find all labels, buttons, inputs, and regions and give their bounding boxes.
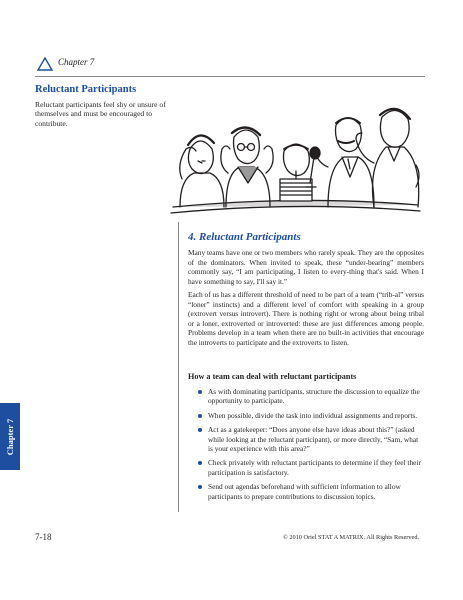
section-title: 4. Reluctant Participants xyxy=(188,231,301,243)
header-divider xyxy=(35,76,425,77)
bullet-icon xyxy=(198,485,202,489)
list-item-text: Send out agendas beforehand with sufficient information to allow participants to prepare contributions to discussion topics. xyxy=(208,482,401,501)
bullet-icon xyxy=(198,390,202,394)
list-item-text: When possible, divide the task into individual assignments and reports. xyxy=(208,410,418,420)
chapter-side-tab-label: Chapter 7 xyxy=(5,418,15,455)
list-item xyxy=(194,482,422,501)
list-item xyxy=(194,411,422,420)
bullet-icon xyxy=(198,414,202,418)
paragraph-intro: Many teams have one or two members who rarely speak. They are the opposites of the dominators. When invited to speak, these “under-bearing” members commonly say, “I am participating, I listen to every-thing that's said. When I have something to say, I'll say it.” xyxy=(188,248,424,286)
header-chapter-label: Chapter 7 xyxy=(58,57,95,67)
subheading: How a team can deal with reluctant participants xyxy=(188,372,357,381)
list-item-text: As with dominating participants, structure the discussion to equalize the opportunity to participate. xyxy=(208,387,420,406)
list-item-text: Check privately with reluctant participants to determine if they feel their participation is satisfactory. xyxy=(208,458,421,477)
list-item xyxy=(194,387,422,406)
paragraph-threshold: Each of us has a different threshold of need to be part of a team (“trib-al” versus “loner” instincts) and a different level of comfort with speaking in a group (extrovert versus introvert). There is nothing right or wrong about being tribal or a loner, extroverted or introverted: these are just differences among people. Problems develop in a team when there are no built-in activities that encourage the introverts to participate and the extroverts to listen. xyxy=(188,290,424,347)
list-item xyxy=(194,425,422,453)
content-divider xyxy=(178,222,179,512)
chapter-side-tab xyxy=(0,403,20,470)
bullet-list xyxy=(194,387,422,506)
list-item-text: Act as a gatekeeper: “Does anyone else have ideas about this?” (asked while looking at the reluctant participant), or more directly, “Sam, what is your experience with this area?” xyxy=(208,425,419,454)
bullet-icon xyxy=(198,461,202,465)
meeting-illustration xyxy=(168,95,423,217)
copyright-notice: © 2010 Oriel STAT A MATRIX. All Rights Reserved. xyxy=(283,534,420,541)
list-item xyxy=(194,458,422,477)
sidebar-text: Reluctant participants feel shy or unsure of themselves and must be encouraged to contribute. xyxy=(35,100,166,128)
sidebar-title: Reluctant Participants xyxy=(35,84,137,95)
bullet-icon xyxy=(198,428,202,432)
page-number: 7-18 xyxy=(35,532,52,542)
triangle-icon xyxy=(37,57,53,71)
